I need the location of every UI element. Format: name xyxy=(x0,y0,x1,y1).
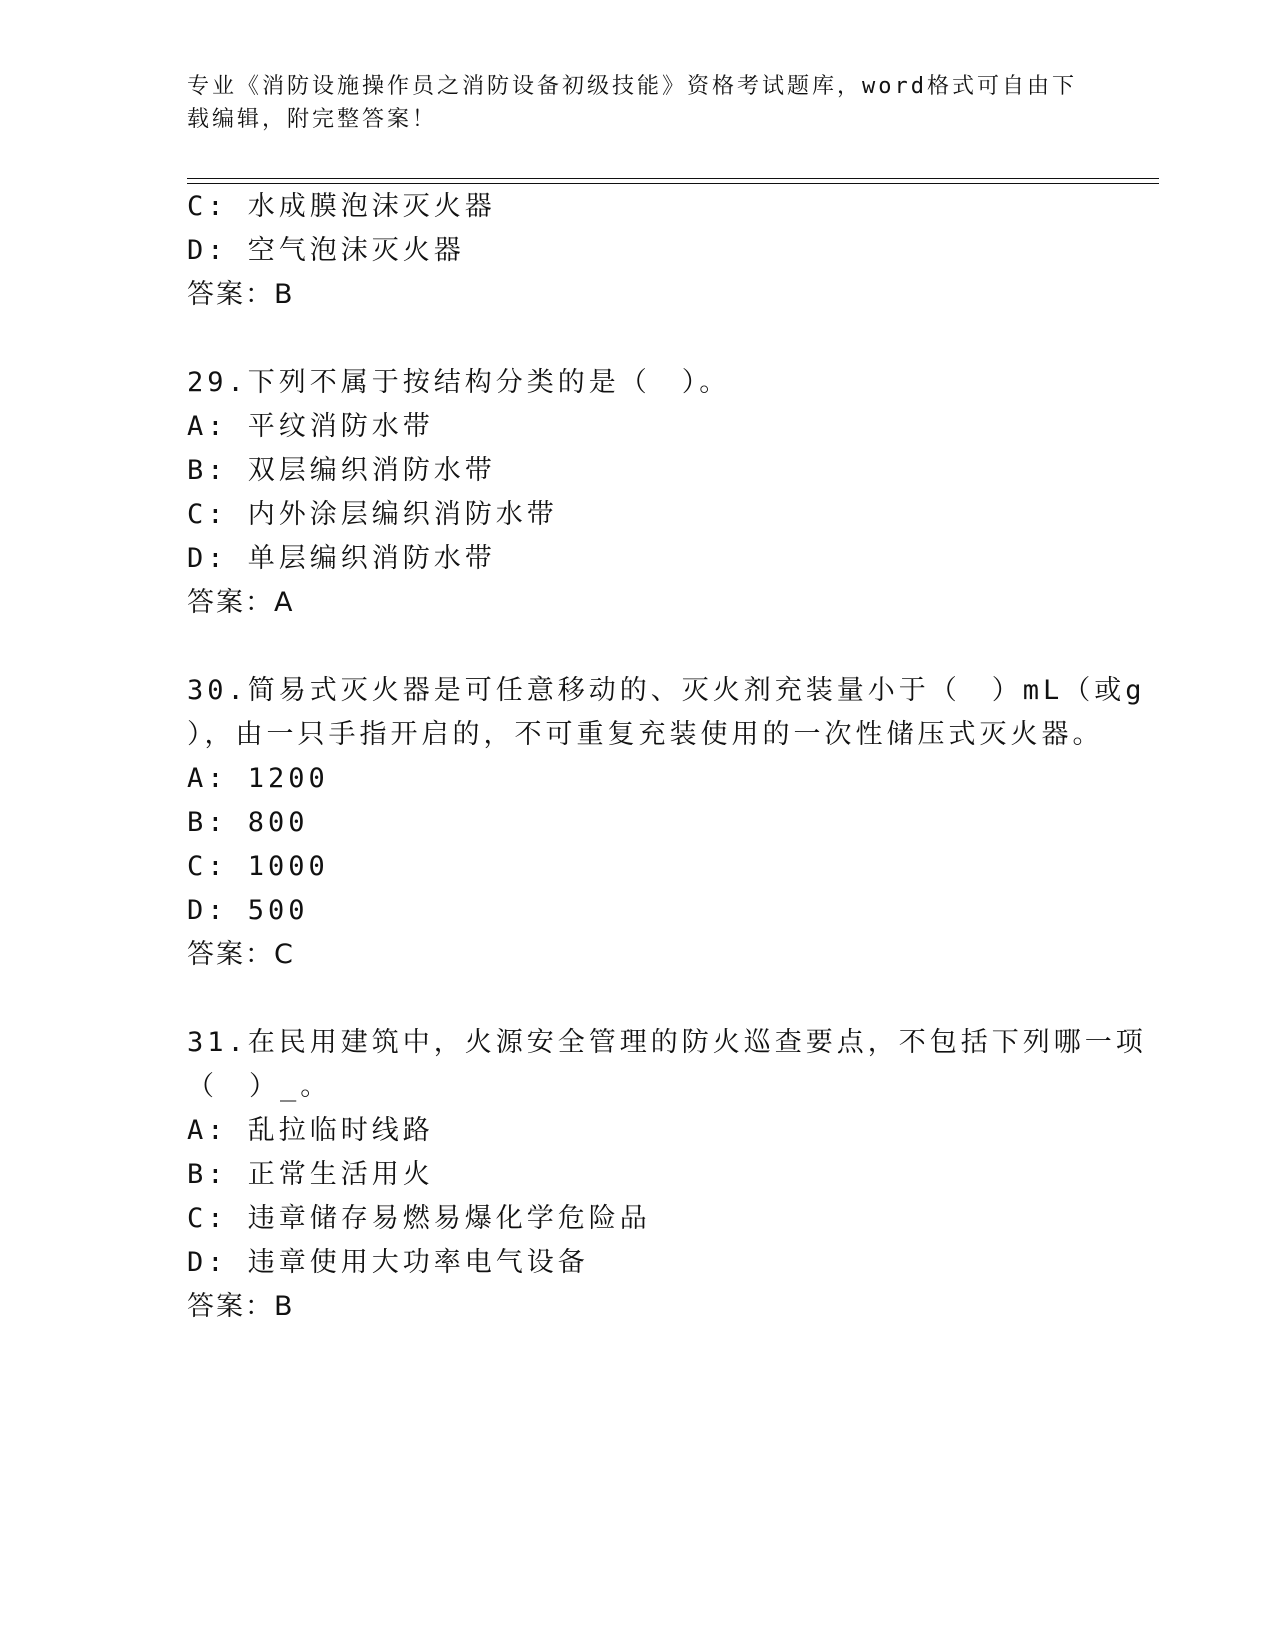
q31-question-line-1: 31.在民用建筑中，火源安全管理的防火巡查要点，不包括下列哪一项 xyxy=(187,1027,1147,1058)
header-divider-top xyxy=(187,178,1159,179)
header-line-2: 载编辑，附完整答案！ xyxy=(187,107,438,132)
q31-option-c: C: 违章储存易燃易爆化学危险品 xyxy=(187,1203,651,1234)
q30-option-d: D: 500 xyxy=(187,895,309,926)
q31-answer: 答案：B xyxy=(187,1291,295,1322)
q30-answer: 答案：C xyxy=(187,939,295,970)
q30-question-line-2: ），由一只手指开启的，不可重复充装使用的一次性储压式灭火器。 xyxy=(187,719,1104,750)
q29-answer: 答案：A xyxy=(187,587,295,618)
q29-option-d: D: 单层编织消防水带 xyxy=(187,543,496,574)
document-header xyxy=(187,70,1087,136)
header-divider-bottom xyxy=(187,183,1159,184)
q29-option-b: B: 双层编织消防水带 xyxy=(187,455,496,486)
q30-question-line-1: 30.简易式灭火器是可任意移动的、灭火剂充装量小于（ ）mL（或g xyxy=(187,675,1146,706)
q28-answer: 答案：B xyxy=(187,279,295,310)
q30-option-a: A: 1200 xyxy=(187,763,329,794)
q29-option-a: A: 平纹消防水带 xyxy=(187,411,434,442)
q29-option-c: C: 内外涂层编织消防水带 xyxy=(187,499,558,530)
q31-option-d: D: 违章使用大功率电气设备 xyxy=(187,1247,589,1278)
q28-option-d: D: 空气泡沫灭火器 xyxy=(187,235,465,266)
q30-option-b: B: 800 xyxy=(187,807,309,838)
q28-option-c: C: 水成膜泡沫灭火器 xyxy=(187,191,496,222)
header-line-1: 专业《消防设施操作员之消防设备初级技能》资格考试题库，word格式可自由下 xyxy=(187,74,1077,99)
q31-question-line-2: （ ）_。 xyxy=(187,1071,332,1102)
q31-option-b: B: 正常生活用火 xyxy=(187,1159,434,1190)
q31-option-a: A: 乱拉临时线路 xyxy=(187,1115,434,1146)
q29-question: 29.下列不属于按结构分类的是（ ）。 xyxy=(187,367,731,398)
q30-option-c: C: 1000 xyxy=(187,851,329,882)
